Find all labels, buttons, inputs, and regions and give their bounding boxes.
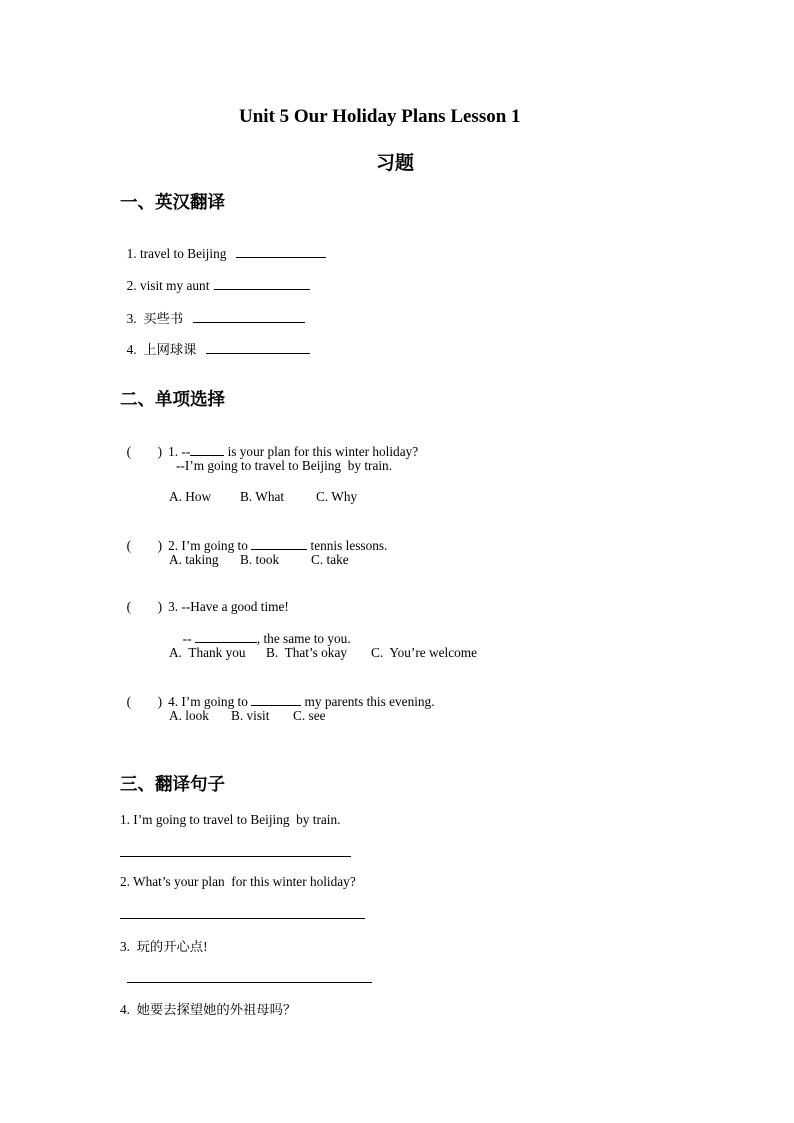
question-stem-end: is your plan for this winter holiday?	[224, 444, 419, 459]
answer-blank[interactable]	[236, 245, 326, 258]
item-text: 2. visit my aunt	[126, 278, 210, 293]
section-heading-2: 二、单项选择	[120, 390, 225, 410]
question-stem-end: my parents this evening.	[301, 694, 435, 709]
answer-blank[interactable]	[206, 341, 310, 354]
question-stem: 4. I’m going to	[168, 694, 252, 709]
item-text: 1. travel to Beijing	[126, 246, 227, 261]
answer-paren[interactable]: ( )	[126, 599, 163, 614]
question-blank[interactable]	[190, 443, 224, 456]
sentence-item-2: 2. What’s your plan for this winter holiday?	[120, 874, 356, 889]
question-1-option-b: B. What	[240, 489, 285, 504]
translate-item-4	[120, 323, 310, 358]
question-3-option-b: B. That’s okay	[266, 645, 348, 660]
question-stem: 3. --Have a good time!	[168, 599, 289, 614]
section-heading-1: 一、英汉翻译	[120, 193, 225, 213]
question-2	[120, 521, 387, 554]
sentence-item-3: 3. 玩的开心点!	[120, 939, 208, 954]
question-1-reply: --I’m going to travel to Beijing by train.	[176, 458, 393, 473]
question-2-option-c: C. take	[311, 552, 349, 567]
question-blank[interactable]	[251, 693, 301, 706]
question-1-option-a: A. How	[169, 489, 212, 504]
answer-blank[interactable]	[214, 277, 310, 290]
section-heading-3: 三、翻译句子	[120, 775, 225, 795]
question-3	[120, 583, 289, 615]
question-4-option-b: B. visit	[231, 708, 270, 723]
question-4-option-a: A. look	[169, 708, 209, 723]
question-1-option-c: C. Why	[316, 489, 358, 504]
question-stem: 1. --	[168, 444, 191, 459]
question-1	[120, 427, 418, 460]
page-subtitle: 习题	[376, 152, 415, 174]
reply-start: --	[182, 631, 195, 646]
translate-item-2	[120, 261, 310, 294]
question-4	[120, 677, 435, 710]
question-2-option-a: A. taking	[169, 552, 219, 567]
sentence-item-1: 1. I’m going to travel to Beijing by train.	[120, 812, 341, 827]
question-blank[interactable]	[251, 537, 307, 550]
page-title: Unit 5 Our Holiday Plans Lesson 1	[239, 106, 521, 127]
answer-paren[interactable]: ( )	[126, 538, 163, 553]
translate-item-1	[120, 229, 326, 262]
sentence-item-4: 4. 她要去探望她的外祖母吗？	[120, 1002, 297, 1017]
reply-end: , the same to you.	[256, 631, 351, 646]
question-2-option-b: B. took	[240, 552, 280, 567]
question-stem-end: tennis lessons.	[307, 538, 388, 553]
answer-line-1[interactable]	[120, 856, 351, 857]
translate-item-3	[120, 292, 305, 327]
answer-paren[interactable]: ( )	[126, 694, 163, 709]
question-3-reply	[176, 614, 351, 647]
answer-paren[interactable]: ( )	[126, 444, 163, 459]
item-text: 3. 买些书	[126, 311, 184, 326]
question-4-option-c: C. see	[293, 708, 326, 723]
answer-line-2[interactable]	[120, 918, 365, 919]
question-stem: 2. I’m going to	[168, 538, 252, 553]
answer-blank[interactable]	[193, 310, 305, 323]
question-3-option-a: A. Thank you	[169, 645, 246, 660]
question-blank[interactable]	[195, 630, 257, 643]
item-text: 4. 上网球课	[126, 342, 197, 357]
answer-line-3[interactable]	[127, 982, 372, 983]
question-3-option-c: C. You’re welcome	[371, 645, 477, 660]
